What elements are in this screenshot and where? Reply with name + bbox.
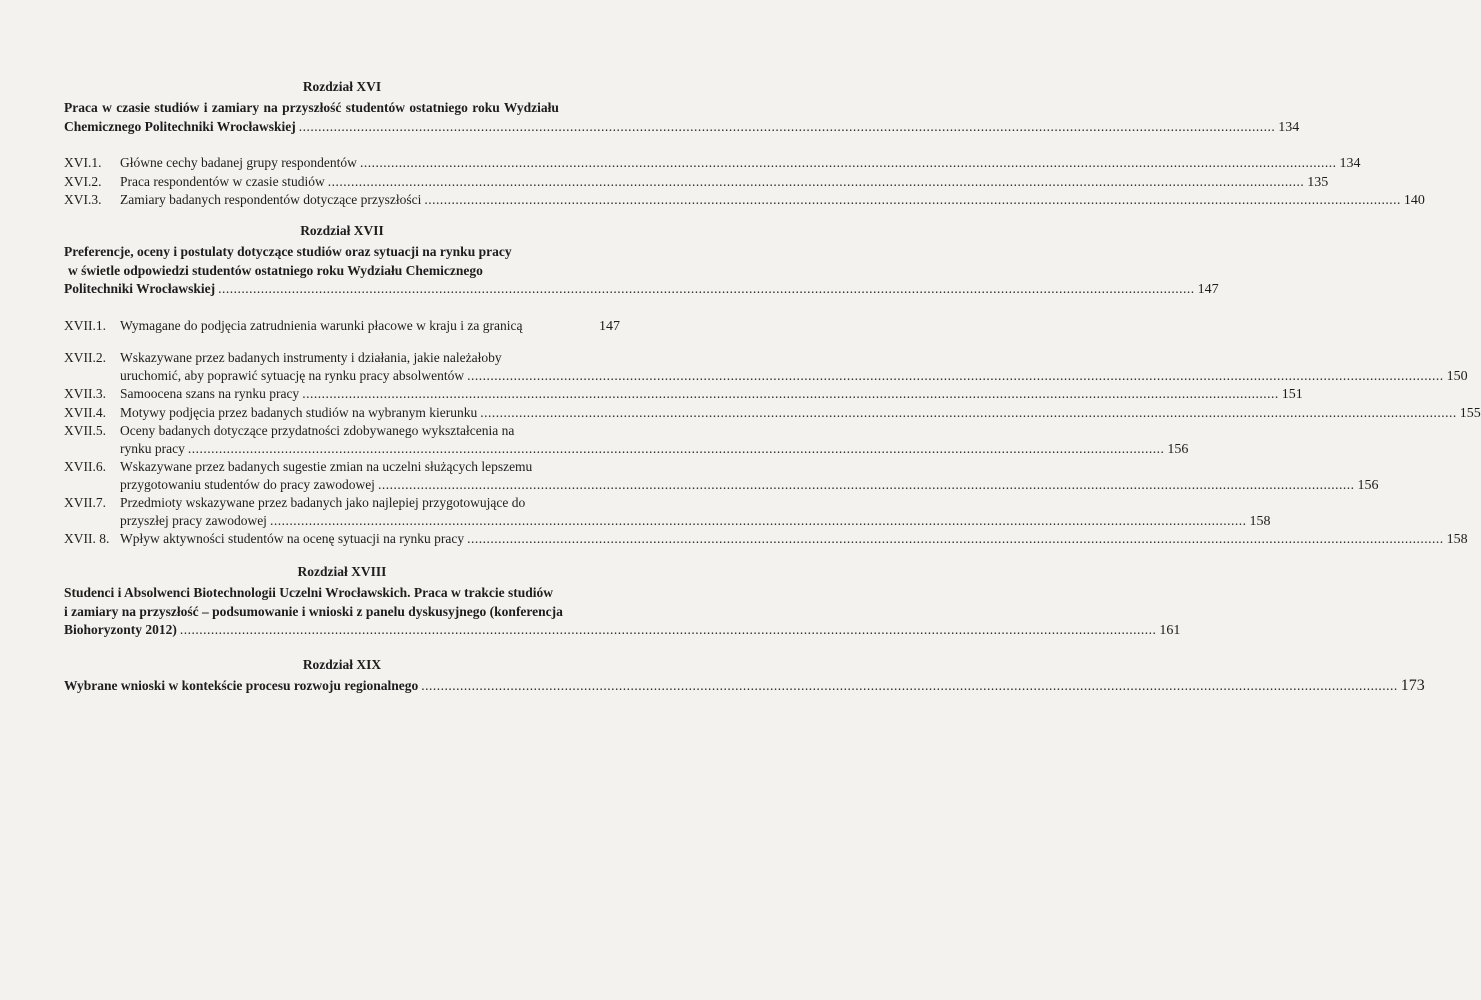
toc-entry bbox=[64, 422, 1189, 458]
section-number: XVII.5. bbox=[64, 423, 106, 438]
chapter-desc-line: Studenci i Absolwenci Biotechnologii Uczelni Wrocławskich. Praca w trakcie studiów bbox=[64, 585, 553, 600]
chapter-desc-line-last bbox=[64, 118, 1300, 138]
chapter-desc-line-last bbox=[64, 677, 1425, 696]
leader-dots bbox=[180, 621, 1157, 640]
chapter-desc-line: Praca w czasie studiów i zamiary na przyszłość studentów ostatniego roku Wydziału bbox=[64, 100, 559, 115]
toc-entry bbox=[64, 385, 1303, 404]
section-number: XVII. 8. bbox=[64, 531, 110, 546]
toc-entry bbox=[64, 349, 1468, 385]
leader-dots bbox=[188, 440, 1165, 458]
chapter-title: Rozdział XVII bbox=[300, 223, 384, 238]
chapter-description bbox=[64, 99, 1300, 137]
leader-dots bbox=[360, 154, 1337, 172]
leader-dots bbox=[270, 512, 1247, 530]
section-title: Wymagane do podjęcia zatrudnienia warunki płacowe w kraju i za granicą bbox=[120, 317, 523, 333]
toc-entry bbox=[64, 458, 1379, 494]
chapter-description bbox=[64, 584, 1181, 641]
page-number: 156 bbox=[1357, 477, 1379, 493]
section-number: XVII.6. bbox=[64, 459, 106, 474]
chapter-desc-text: Politechniki Wrocławskiej bbox=[64, 281, 216, 296]
section-number: XVII.3. bbox=[64, 386, 106, 401]
section-title-cont: przyszłej pracy zawodowej bbox=[120, 512, 267, 528]
chapter-desc-line-last bbox=[64, 621, 1181, 641]
page-number: 173 bbox=[1400, 677, 1425, 694]
page-number: 147 bbox=[599, 318, 620, 334]
section-title: Wskazywane przez badanych instrumenty i działania, jakie należałoby bbox=[120, 350, 502, 365]
leader-dots bbox=[299, 118, 1276, 137]
page-number: 147 bbox=[1197, 282, 1219, 297]
page-number: 150 bbox=[1446, 368, 1468, 384]
chapter-desc-text: Chemicznego Politechniki Wrocławskiej bbox=[64, 118, 296, 134]
leader-dots bbox=[467, 530, 1444, 548]
section-number: XVI.1. bbox=[64, 155, 102, 170]
leader-dots bbox=[302, 385, 1279, 403]
section-title: Główne cechy badanej grupy respondentów bbox=[120, 155, 357, 170]
section-list bbox=[64, 317, 1481, 549]
section-title: Praca respondentów w czasie studiów bbox=[120, 173, 325, 189]
leader-dots bbox=[378, 476, 1355, 494]
leader-dots bbox=[480, 404, 1457, 422]
toc-entry bbox=[64, 173, 1329, 192]
chapter-desc-line: Preferencje, oceny i postulaty dotyczące studiów oraz sytuacji na rynku pracy bbox=[64, 244, 512, 259]
page-number: 135 bbox=[1307, 174, 1329, 190]
page-number: 158 bbox=[1249, 513, 1271, 529]
page-number: 151 bbox=[1281, 387, 1303, 402]
chapter-title: Rozdział XVI bbox=[302, 79, 382, 94]
section-title: Przedmioty wskazywane przez badanych jako najlepiej przygotowujące do bbox=[120, 495, 526, 510]
section-title: Samoocena szans na rynku pracy bbox=[120, 386, 300, 401]
toc-entry bbox=[64, 154, 1361, 173]
chapter-desc-text: Wybrane wnioski w kontekście procesu rozwoju regionalnego bbox=[64, 678, 419, 693]
section-number: XVII.7. bbox=[64, 495, 106, 510]
leader-dots bbox=[328, 173, 1305, 191]
section-list bbox=[64, 154, 1425, 210]
leader-dots bbox=[421, 677, 1398, 696]
page-number: 140 bbox=[1403, 193, 1425, 208]
section-title: Wpływ aktywności studentów na ocenę sytuacji na rynku pracy bbox=[120, 531, 465, 546]
toc-entry bbox=[64, 404, 1481, 423]
leader-dots bbox=[424, 191, 1401, 209]
toc-entry bbox=[64, 530, 1468, 549]
chapter-xix bbox=[64, 656, 1425, 696]
leader-dots bbox=[218, 280, 1195, 299]
chapter-desc-line: i zamiary na przyszłość – podsumowanie i wnioski z panelu dyskusyjnego (konferencja bbox=[64, 603, 563, 619]
page-number: 161 bbox=[1159, 623, 1181, 638]
page-number: 156 bbox=[1167, 441, 1189, 457]
section-title: Oceny badanych dotyczące przydatności zdobywanego wykształcenia na bbox=[120, 423, 515, 438]
leader-dots bbox=[467, 367, 1444, 385]
section-title: Wskazywane przez badanych sugestie zmian na uczelni służących lepszemu bbox=[120, 459, 533, 474]
section-number: XVI.3. bbox=[64, 192, 102, 207]
chapter-description bbox=[64, 243, 1219, 300]
section-number: XVI.2. bbox=[64, 173, 102, 189]
section-number: XVII.4. bbox=[64, 404, 106, 420]
section-title-cont: przygotowaniu studentów do pracy zawodowej bbox=[120, 476, 375, 492]
toc-entry bbox=[64, 191, 1425, 210]
chapter-desc-text: Biohoryzonty 2012) bbox=[64, 622, 177, 637]
chapter-title: Rozdział XVIII bbox=[297, 564, 387, 579]
toc-entry bbox=[64, 317, 620, 336]
chapter-xvi bbox=[64, 78, 1425, 210]
toc-entry bbox=[64, 494, 1271, 530]
page-number: 158 bbox=[1446, 532, 1468, 547]
section-number: XVII.1. bbox=[64, 317, 106, 333]
chapter-desc-line: w świetle odpowiedzi studentów ostatniego roku Wydziału Chemicznego bbox=[68, 262, 483, 278]
chapter-xviii bbox=[64, 563, 1181, 641]
chapter-title: Rozdział XIX bbox=[302, 657, 382, 672]
chapter-xvii bbox=[64, 222, 1481, 549]
section-title: Zamiary badanych respondentów dotyczące przyszłości bbox=[120, 192, 422, 207]
chapter-desc-line-last bbox=[64, 280, 1219, 300]
page-number: 155 bbox=[1459, 405, 1481, 421]
section-title-cont: uruchomić, aby poprawić sytuację na rynku pracy absolwentów bbox=[120, 367, 465, 383]
section-title: Motywy podjęcia przez badanych studiów na wybranym kierunku bbox=[120, 404, 478, 420]
page-number: 134 bbox=[1339, 156, 1361, 171]
chapter-description bbox=[64, 677, 1425, 696]
section-title-cont: rynku pracy bbox=[120, 440, 185, 456]
section-number: XVII.2. bbox=[64, 350, 106, 365]
page-number: 134 bbox=[1278, 119, 1300, 135]
